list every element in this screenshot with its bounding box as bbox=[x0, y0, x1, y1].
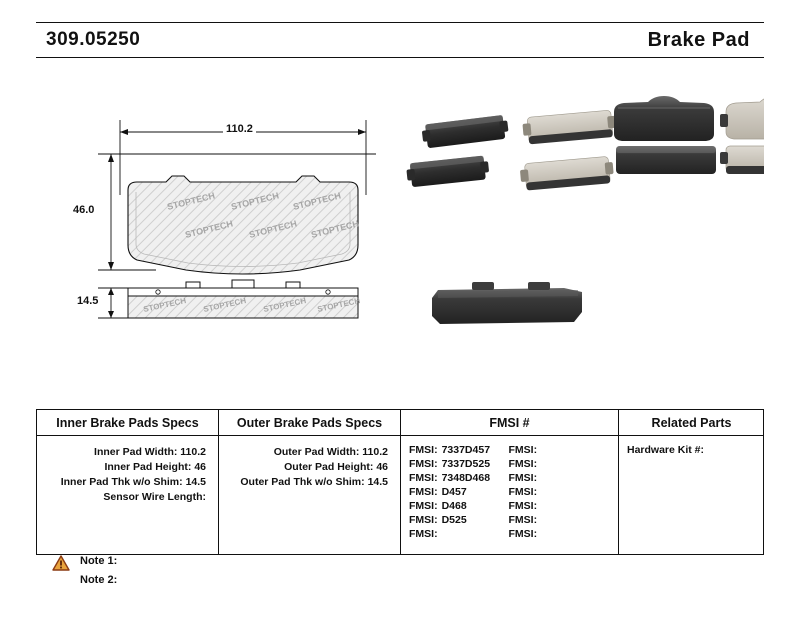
spec-value: 14.5 bbox=[185, 475, 206, 488]
fmsi-label: FMSI: bbox=[508, 514, 538, 526]
fmsi-value: 7337D525 bbox=[441, 458, 491, 470]
fmsi-row bbox=[509, 514, 609, 526]
fmsi-row bbox=[409, 528, 509, 540]
fmsi-row bbox=[509, 458, 609, 470]
spec-row bbox=[43, 444, 212, 459]
fmsi-label: FMSI: bbox=[409, 514, 438, 526]
fmsi-row bbox=[509, 444, 609, 456]
fmsi-row bbox=[509, 500, 609, 512]
fmsi-label: FMSI: bbox=[508, 486, 538, 498]
fmsi-value bbox=[537, 500, 541, 512]
spec-value: 14.5 bbox=[367, 475, 388, 488]
fmsi-row bbox=[509, 486, 609, 498]
fmsi-label: FMSI: bbox=[409, 444, 438, 456]
fmsi-label: FMSI: bbox=[409, 486, 438, 498]
fmsi-row bbox=[409, 500, 509, 512]
related-parts-column bbox=[619, 410, 764, 554]
spec-value: 110.2 bbox=[362, 445, 388, 458]
fmsi-value: D468 bbox=[441, 500, 467, 512]
product-photo-edge bbox=[432, 282, 582, 324]
dimension-width-label: 110.2 bbox=[223, 123, 256, 135]
spec-row bbox=[225, 474, 394, 489]
fmsi-row bbox=[409, 444, 509, 456]
related-part-label: Hardware Kit #: bbox=[627, 444, 705, 456]
product-photo-right bbox=[614, 96, 764, 174]
spec-row bbox=[225, 444, 394, 459]
fmsi-value: 7348D468 bbox=[441, 472, 491, 484]
spec-label: Inner Pad Height: bbox=[104, 460, 192, 473]
spec-row bbox=[43, 474, 212, 489]
dimension-height-label: 46.0 bbox=[70, 204, 97, 216]
spec-label: Outer Pad Height: bbox=[284, 460, 374, 473]
svg-text:STOPTECH: STOPTECH bbox=[230, 190, 280, 212]
fmsi-label: FMSI: bbox=[409, 472, 438, 484]
fmsi-value: D457 bbox=[441, 486, 467, 498]
inner-pad-specs-column bbox=[37, 410, 219, 554]
spec-value: 46 bbox=[194, 460, 206, 473]
fmsi-label: FMSI: bbox=[409, 500, 438, 512]
fmsi-row bbox=[509, 472, 609, 484]
inner-pad-specs-header: Inner Brake Pads Specs bbox=[37, 410, 218, 436]
spec-label: Inner Pad Width: bbox=[94, 445, 178, 458]
spec-value: 110.2 bbox=[180, 445, 206, 458]
svg-text:STOPTECH: STOPTECH bbox=[316, 296, 361, 314]
svg-text:STOPTECH: STOPTECH bbox=[184, 218, 234, 240]
svg-text:STOPTECH: STOPTECH bbox=[292, 190, 342, 212]
fmsi-label: FMSI: bbox=[508, 444, 538, 456]
spec-row bbox=[225, 459, 394, 474]
spec-value: 46 bbox=[376, 460, 388, 473]
technical-drawing-area bbox=[36, 70, 764, 388]
fmsi-row bbox=[409, 458, 509, 470]
svg-text:STOPTECH: STOPTECH bbox=[262, 296, 307, 314]
fmsi-row bbox=[509, 528, 609, 540]
note-list bbox=[80, 552, 117, 590]
fmsi-value bbox=[537, 444, 541, 456]
fmsi-value: D525 bbox=[441, 514, 467, 526]
svg-text:STOPTECH: STOPTECH bbox=[202, 296, 247, 314]
fmsi-row bbox=[409, 486, 509, 498]
sheet-header bbox=[36, 22, 764, 58]
related-part-row bbox=[627, 444, 758, 456]
specification-table bbox=[36, 409, 764, 555]
fmsi-label: FMSI: bbox=[508, 472, 538, 484]
svg-text:STOPTECH: STOPTECH bbox=[310, 218, 360, 240]
notes-section bbox=[52, 552, 117, 590]
outer-pad-specs-column bbox=[219, 410, 401, 554]
fmsi-row bbox=[409, 472, 509, 484]
svg-text:STOPTECH: STOPTECH bbox=[248, 218, 298, 240]
fmsi-value: 7337D457 bbox=[441, 444, 491, 456]
spec-label: Sensor Wire Length: bbox=[103, 490, 206, 503]
pad-front-view bbox=[128, 176, 360, 274]
fmsi-value bbox=[537, 472, 541, 484]
fmsi-label: FMSI: bbox=[508, 458, 538, 470]
spec-label: Outer Pad Width: bbox=[273, 445, 360, 458]
document-type-title: Brake Pad bbox=[647, 28, 750, 51]
spec-label: Outer Pad Thk w/o Shim: bbox=[240, 475, 365, 488]
related-parts-body bbox=[619, 436, 764, 466]
note-item: Note 1: bbox=[80, 555, 118, 567]
product-photo-left bbox=[406, 110, 617, 191]
outer-pad-specs-body bbox=[219, 436, 400, 554]
fmsi-column bbox=[401, 410, 619, 554]
spec-row bbox=[43, 459, 212, 474]
dimension-thickness-label: 14.5 bbox=[74, 295, 101, 307]
fmsi-label: FMSI: bbox=[409, 458, 438, 470]
svg-text:STOPTECH: STOPTECH bbox=[166, 190, 216, 212]
svg-text:STOPTECH: STOPTECH bbox=[142, 296, 187, 314]
fmsi-body bbox=[401, 436, 618, 550]
fmsi-value bbox=[537, 458, 541, 470]
related-parts-header: Related Parts bbox=[619, 410, 764, 436]
drawing-svg bbox=[36, 70, 764, 388]
fmsi-label: FMSI: bbox=[409, 528, 438, 540]
fmsi-value bbox=[537, 528, 541, 540]
fmsi-value bbox=[438, 528, 442, 540]
fmsi-row bbox=[409, 514, 509, 526]
spec-row bbox=[43, 489, 212, 504]
fmsi-value bbox=[537, 514, 541, 526]
warning-icon bbox=[52, 555, 70, 576]
note-item: Note 2: bbox=[80, 574, 118, 586]
fmsi-value bbox=[537, 486, 541, 498]
spec-label: Inner Pad Thk w/o Shim: bbox=[60, 475, 183, 488]
outer-pad-specs-header: Outer Brake Pads Specs bbox=[219, 410, 400, 436]
part-number: 309.05250 bbox=[46, 29, 141, 50]
fmsi-header: FMSI # bbox=[401, 410, 618, 436]
fmsi-label: FMSI: bbox=[508, 528, 538, 540]
fmsi-label: FMSI: bbox=[508, 500, 538, 512]
inner-pad-specs-body bbox=[37, 436, 218, 554]
pad-side-view bbox=[128, 280, 361, 318]
